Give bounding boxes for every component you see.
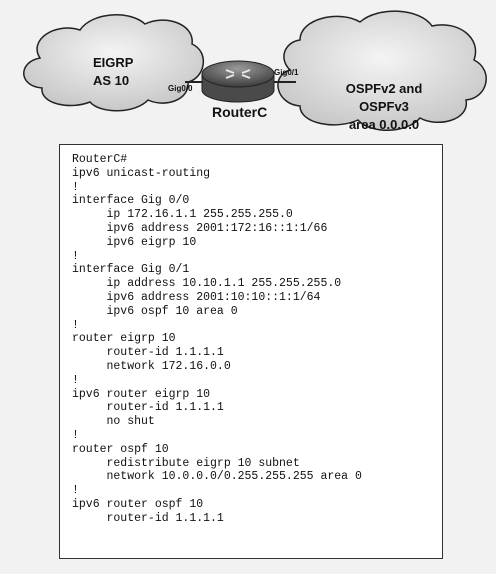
gig00-label: Gig0/0 <box>168 84 193 93</box>
config-line: interface Gig 0/0 <box>72 194 190 208</box>
config-line: router-id 1.1.1.1 <box>72 346 224 360</box>
config-line: ipv6 eigrp 10 <box>72 235 197 249</box>
config-line: ipv6 unicast-routing <box>72 166 211 180</box>
config-line: ! <box>72 318 79 332</box>
config-line: interface Gig 0/1 <box>72 263 190 277</box>
ospf-cloud-label <box>320 80 448 134</box>
config-line: ! <box>72 180 79 194</box>
config-line: ipv6 address 2001:172:16::1:1/66 <box>72 221 328 235</box>
config-line: ipv6 router eigrp 10 <box>72 387 211 401</box>
config-line: ! <box>72 249 79 263</box>
config-line: ip address 10.10.1.1 255.255.255.0 <box>72 277 342 291</box>
config-line: ! <box>72 428 79 442</box>
config-line: network 10.0.0.0/0.255.255.255 area 0 <box>72 470 362 484</box>
config-line: redistribute eigrp 10 subnet <box>72 456 300 470</box>
ospf-label-line2: area 0.0.0.0 <box>348 117 420 132</box>
config-line: ! <box>72 484 79 498</box>
config-line: router-id 1.1.1.1 <box>72 401 224 415</box>
eigrp-cloud-label <box>93 54 133 90</box>
config-line: router eigrp 10 <box>72 332 176 346</box>
config-line: ipv6 router ospf 10 <box>72 497 204 511</box>
router-icon <box>202 61 274 102</box>
config-line: ip 172.16.1.1 255.255.255.0 <box>72 208 293 222</box>
config-line: RouterC# <box>72 153 128 166</box>
config-line: no shut <box>72 415 155 429</box>
eigrp-label-line2: AS 10 <box>93 73 130 88</box>
config-line: ipv6 ospf 10 area 0 <box>72 304 238 318</box>
config-line: router-id 1.1.1.1 <box>72 511 224 525</box>
network-topology <box>0 0 496 150</box>
router-name-label: RouterC <box>212 104 268 120</box>
config-line: router ospf 10 <box>72 442 169 456</box>
config-line: ipv6 address 2001:10:10::1:1/64 <box>72 290 321 304</box>
config-line: ! <box>72 373 79 387</box>
ospf-label-line1: OSPFv2 and OSPFv3 <box>345 81 423 114</box>
config-text <box>72 153 362 526</box>
config-panel <box>59 144 443 559</box>
gig01-label: Gig0/1 <box>274 68 299 77</box>
config-line: network 172.16.0.0 <box>72 359 231 373</box>
eigrp-label-line1: EIGRP <box>93 55 134 70</box>
